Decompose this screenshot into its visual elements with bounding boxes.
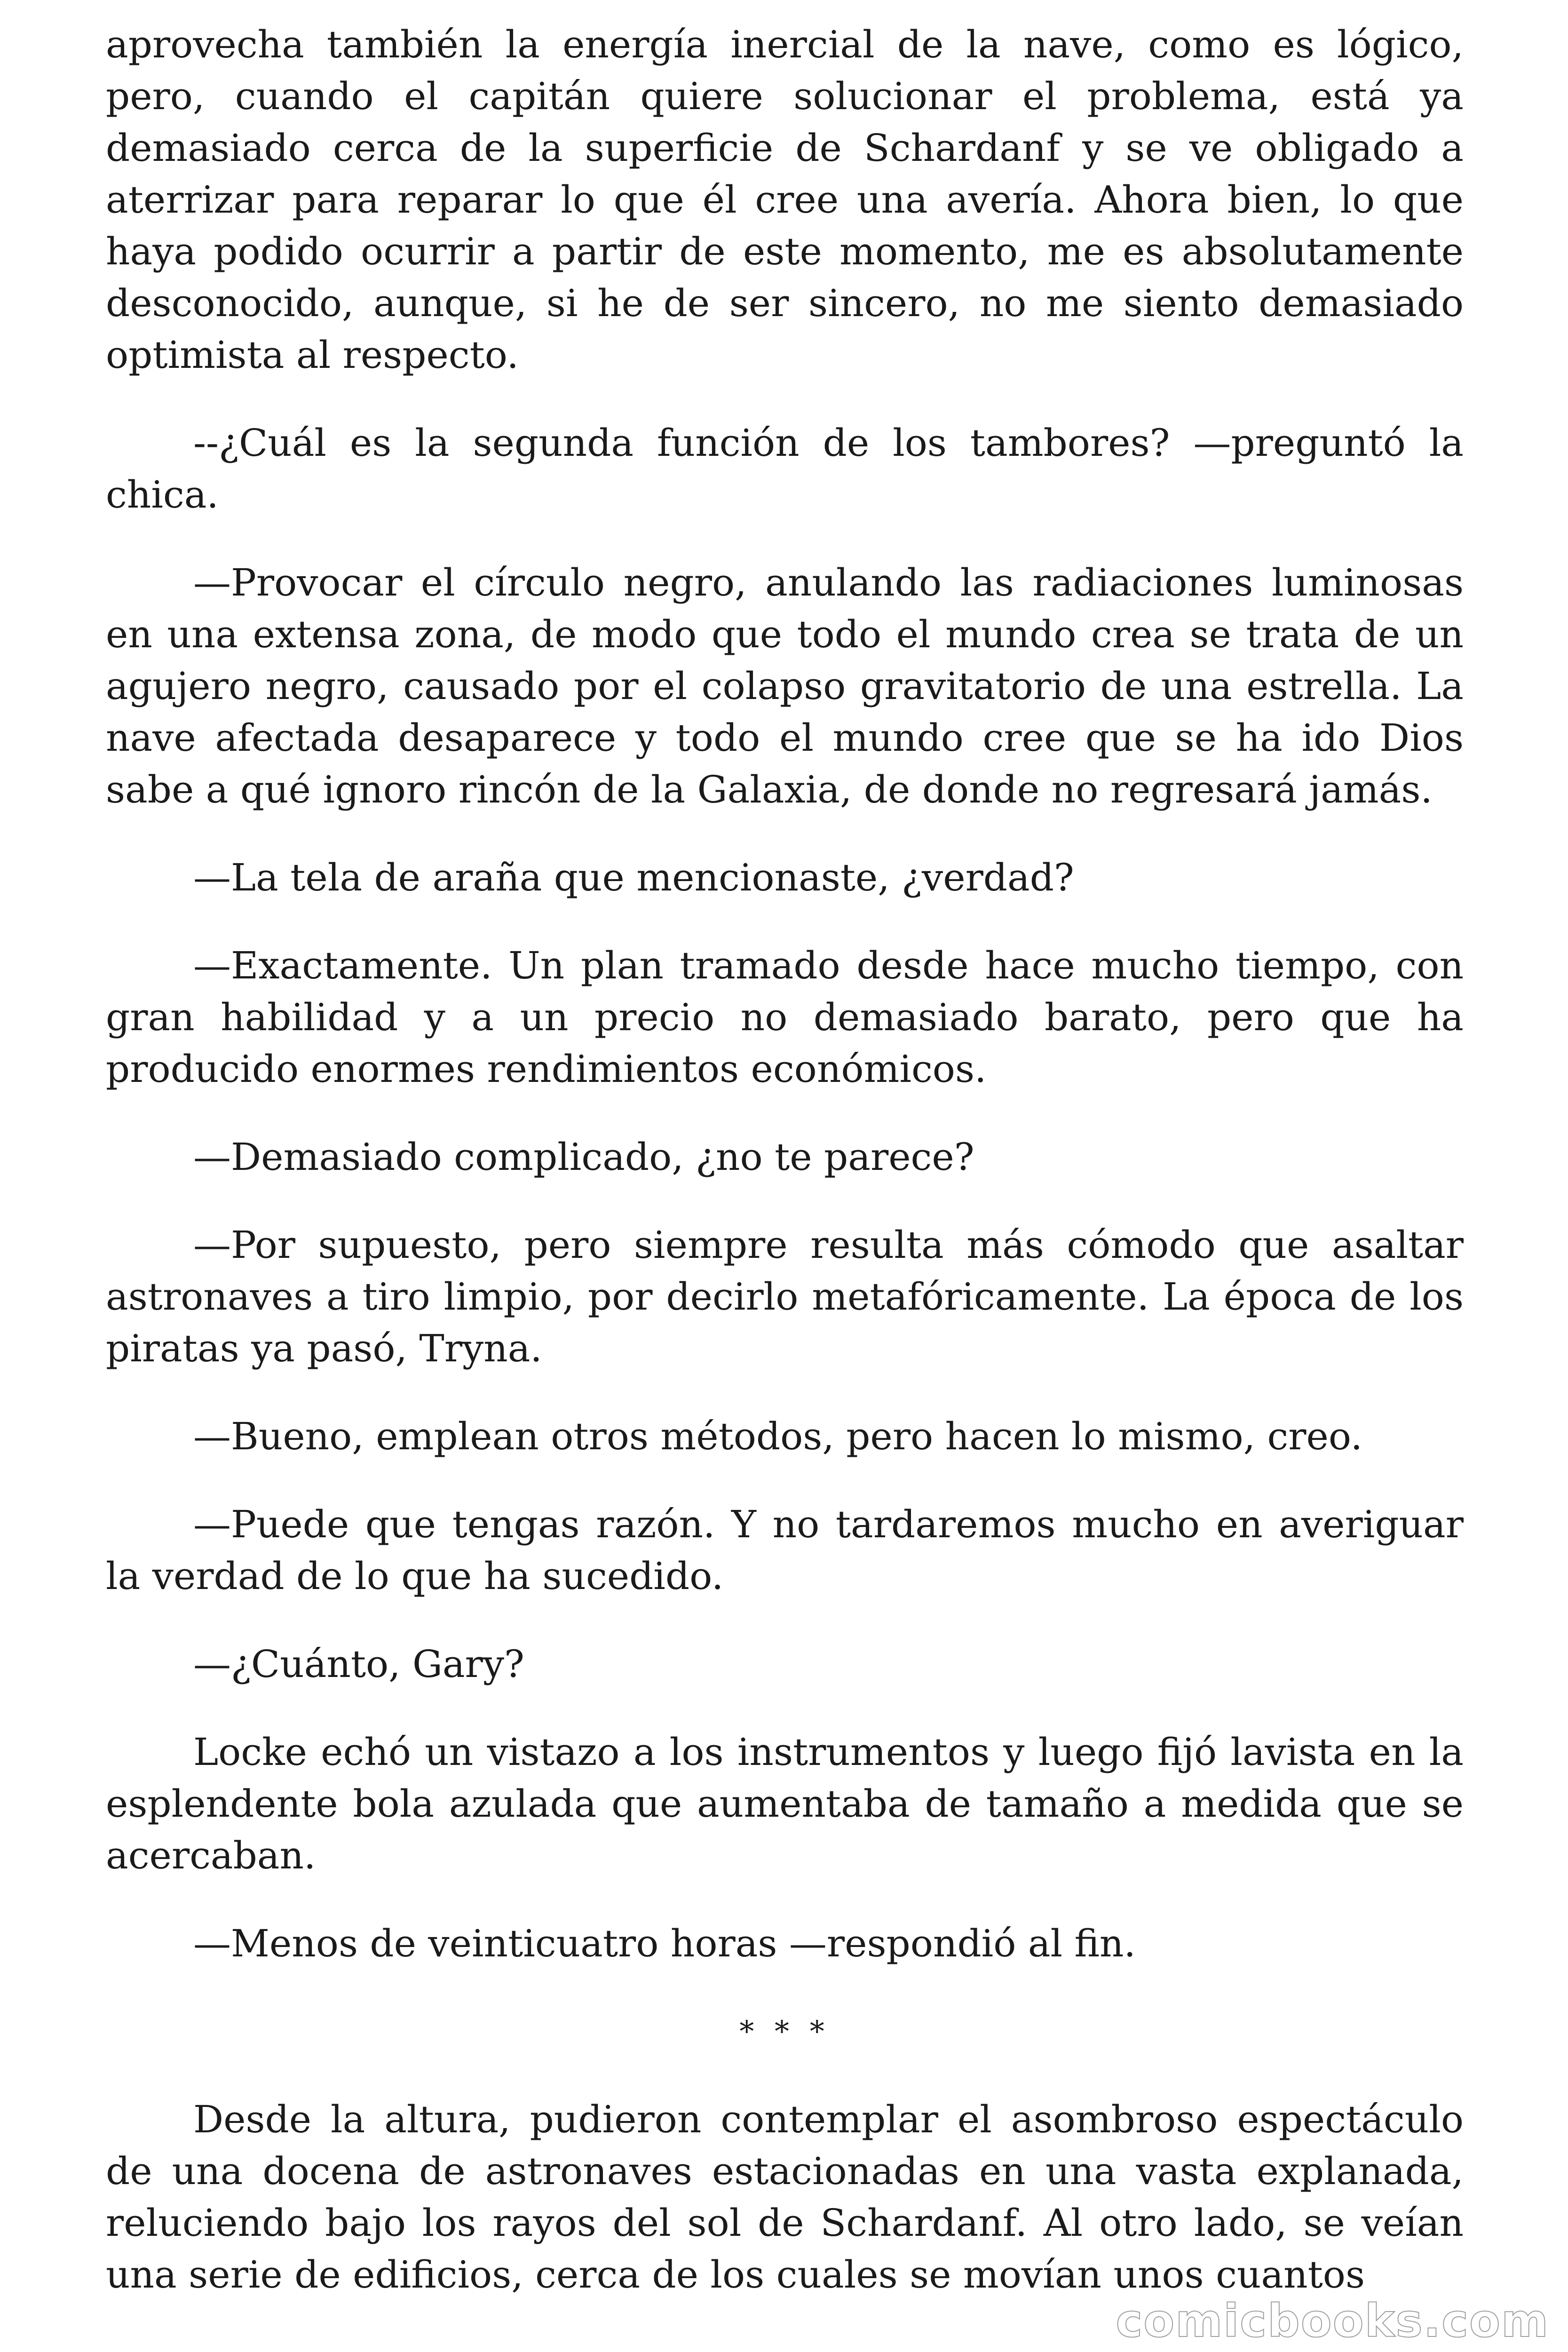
paragraph: —Menos de veinticuatro horas —respondió al fin. [193,1922,1136,1965]
book-page [106,19,1464,2337]
section-separator: * * * [739,2014,830,2049]
paragraph: Locke echó un vistazo a los instrumentos y luego fijó lavista en la esplendente bola azulada que aumentaba de tamaño a medida que se acercaban. [106,1730,1464,1877]
paragraph: aprovecha también la energía inercial de la nave, como es lógico, pero, cuando el capitán quiere solucionar el problema, está ya demasiado cerca de la superficie de Schardanf y se ve obligado a aterrizar para reparar lo que él cree una avería. Ahora bien, lo que haya podido ocurrir a partir de este momento, me es absolutamente desconocido, aunque, si he de ser sincero, no me siento demasiado optimista al respecto. [106,23,1464,377]
paragraph: --¿Cuál es la segunda función de los tambores? —preguntó la chica. [106,421,1464,516]
paragraph: —Provocar el círculo negro, anulando las radiaciones luminosas en una extensa zona, de modo que todo el mundo crea se trata de un agujero negro, causado por el colapso gravitatorio de una estrella. La nave afectada desaparece y todo el mundo cree que se ha ido Dios sabe a qué ignoro rincón de la Galaxia, de donde no regresará jamás. [106,561,1464,811]
paragraph: —Puede que tengas razón. Y no tardaremos mucho en averiguar la verdad de lo que ha sucedido. [106,1502,1464,1598]
watermark-logo: comicbooks.com [1116,2295,1549,2347]
paragraph: —La tela de araña que mencionaste, ¿verdad? [193,856,1074,899]
paragraph: —¿Cuánto, Gary? [193,1642,524,1686]
paragraph: —Exactamente. Un plan tramado desde hace mucho tiempo, con gran habilidad y a un precio no demasiado barato, pero que ha producido enormes rendimientos económicos. [106,944,1464,1091]
paragraph: —Bueno, emplean otros métodos, pero hacen lo mismo, creo. [193,1414,1363,1458]
paragraph: —Demasiado complicado, ¿no te parece? [193,1135,974,1179]
paragraph: Desde la altura, pudieron contemplar el asombroso espectáculo de una docena de astronaves estacionadas en una vasta explanada, reluciendo bajo los rayos del sol de Schardanf. Al otro lado, se veían una serie de edificios, cerca de los cuales se movían unos cuantos [106,2098,1464,2296]
paragraph: —Por supuesto, pero siempre resulta más cómodo que asaltar astronaves a tiro limpio, por decirlo metafóricamente. La época de los piratas ya pasó, Tryna. [106,1223,1464,1370]
